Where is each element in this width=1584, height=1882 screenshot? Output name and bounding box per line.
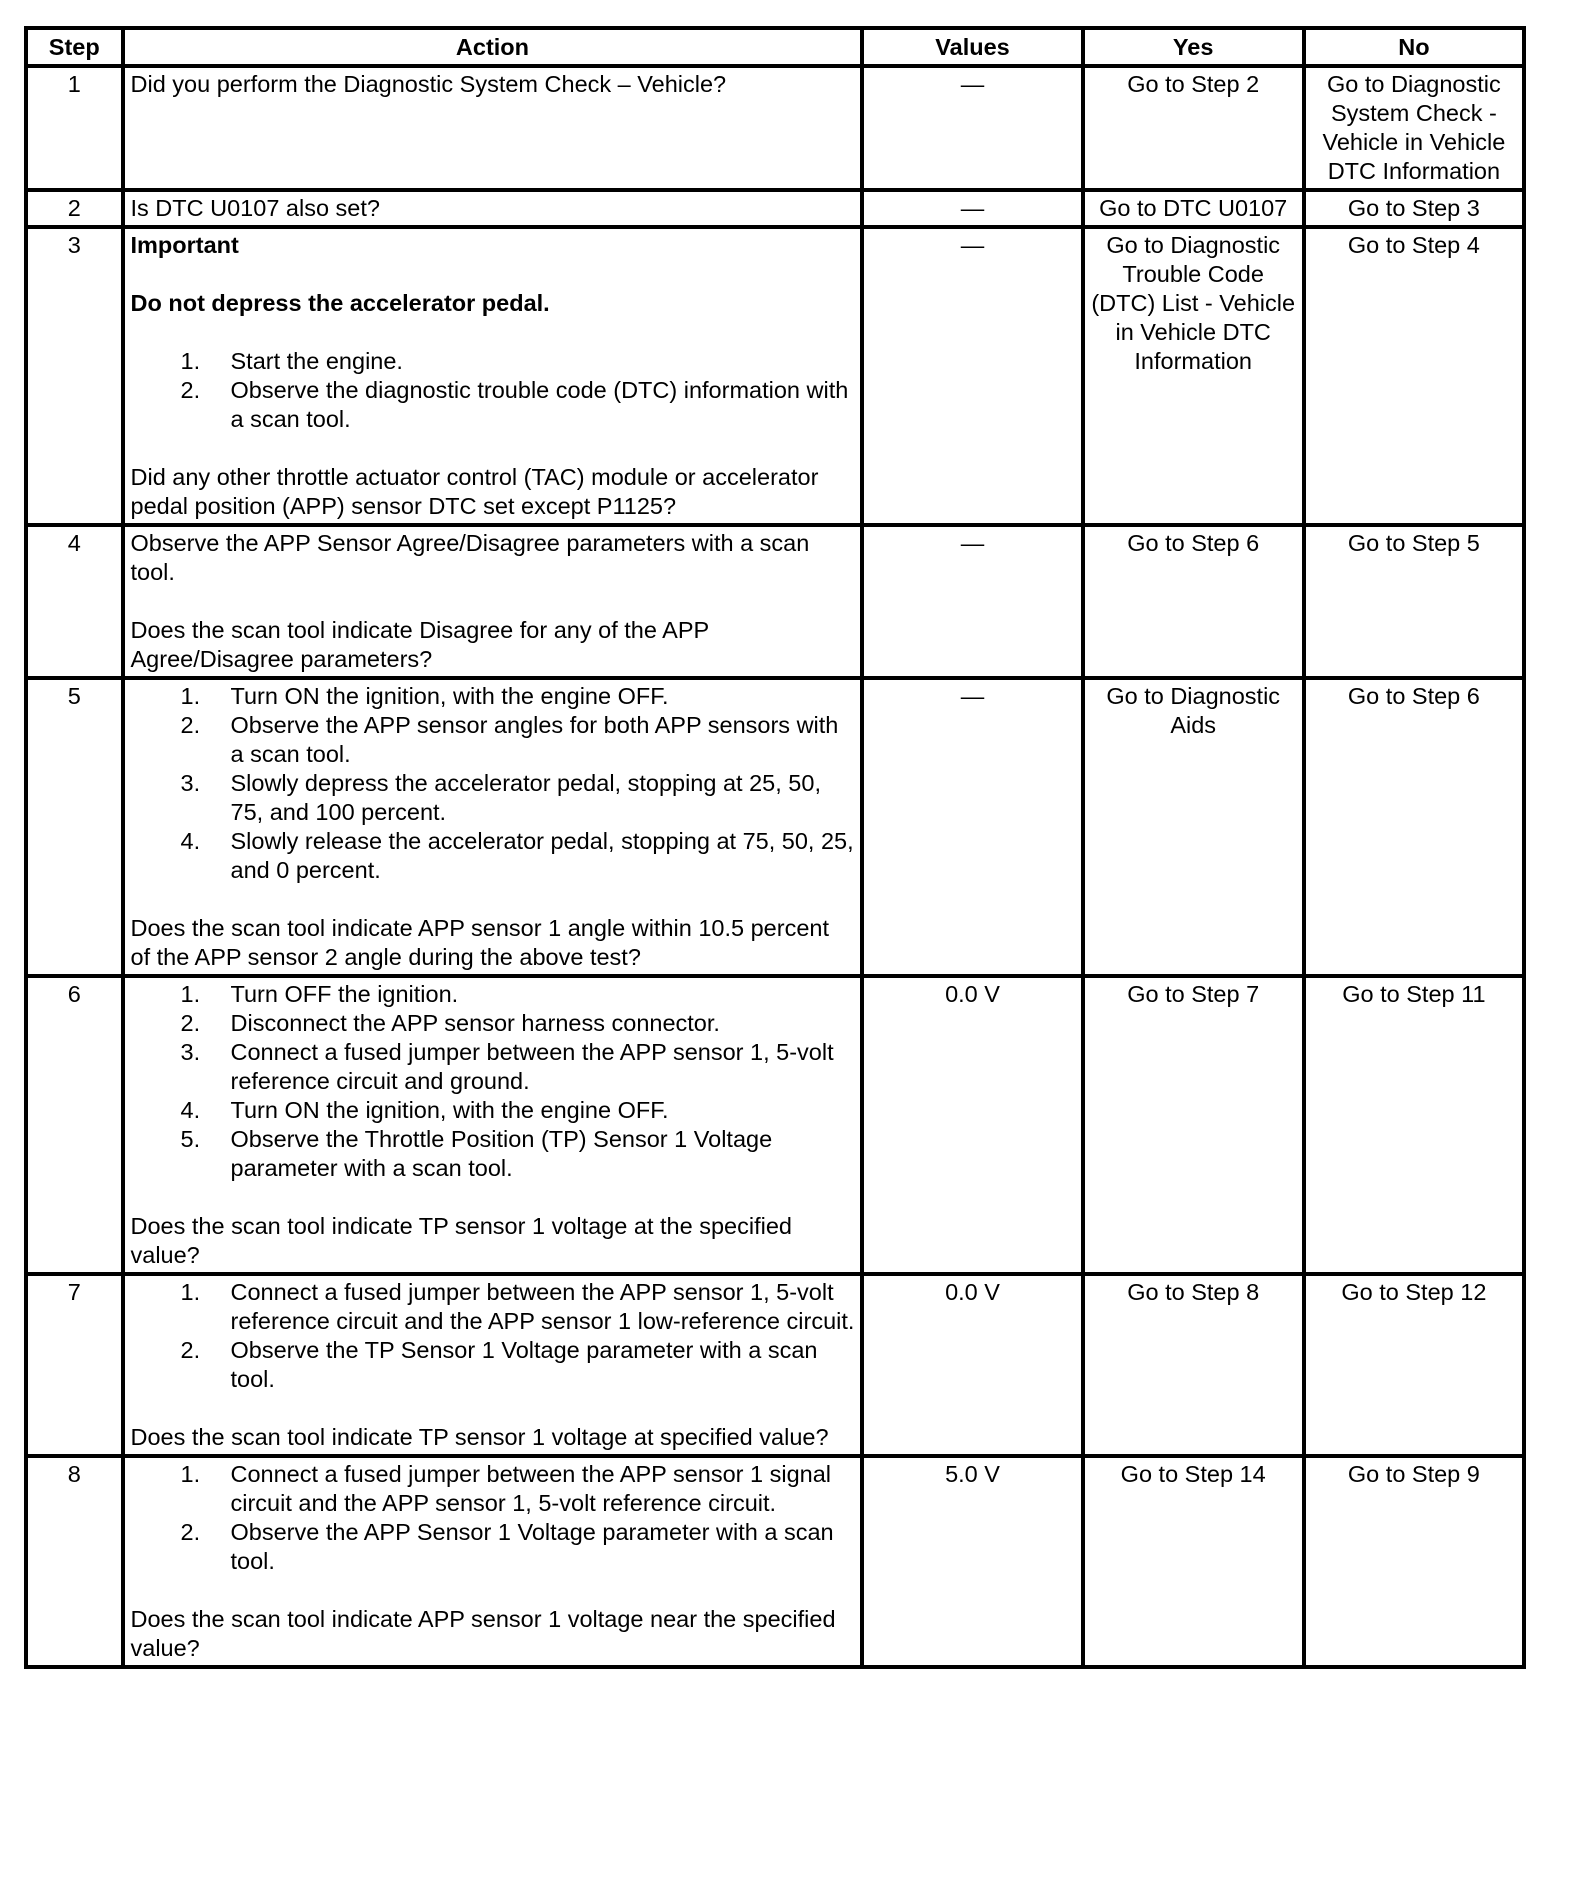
value-cell: — (862, 227, 1082, 525)
action-step: 3. Connect a fused jumper between the APP sensor 1, 5-volt reference circuit and ground. (180, 1039, 834, 1094)
header-values: Values (862, 28, 1082, 66)
step-number: 8 (26, 1456, 123, 1667)
value-cell: — (862, 525, 1082, 678)
action-steps (131, 1460, 855, 1576)
step-number: 1 (26, 66, 123, 190)
yes-cell: Go to Step 7 (1083, 976, 1304, 1274)
action-step: 2. Observe the TP Sensor 1 Voltage parameter with a scan tool. (180, 1337, 818, 1392)
action-step: 2. Disconnect the APP sensor harness connector. (180, 1010, 720, 1036)
important-label: Important (130, 232, 239, 258)
step-number: 6 (26, 976, 123, 1274)
diagnostic-table (24, 26, 1526, 1669)
value-cell: 5.0 V (862, 1456, 1082, 1667)
step-number: 4 (26, 525, 123, 678)
action-intro: Observe the APP Sensor Agree/Disagree parameters with a scan tool. (130, 530, 810, 585)
action-step: 4. Turn ON the ignition, with the engine OFF. (180, 1097, 669, 1123)
action-cell (123, 1456, 863, 1667)
table-row (26, 525, 1524, 678)
table-row (26, 1274, 1524, 1456)
table-row (26, 66, 1524, 190)
action-step: 2. Observe the APP sensor angles for both APP sensors with a scan tool. (180, 712, 839, 767)
value-cell: — (862, 678, 1082, 976)
table-row (26, 227, 1524, 525)
action-step: 1. Connect a fused jumper between the APP sensor 1 signal circuit and the APP sensor 1, 5-volt reference circuit. (180, 1461, 832, 1516)
step-number: 7 (26, 1274, 123, 1456)
action-cell (123, 227, 863, 525)
header-yes: Yes (1083, 28, 1304, 66)
header-step: Step (26, 28, 123, 66)
value-cell: — (862, 66, 1082, 190)
table-row (26, 678, 1524, 976)
action-cell (123, 1274, 863, 1456)
no-cell: Go to Step 6 (1304, 678, 1524, 976)
table-row (26, 190, 1524, 227)
no-cell: Go to Step 9 (1304, 1456, 1524, 1667)
action-step: 3. Slowly depress the accelerator pedal, stopping at 25, 50, 75, and 100 percent. (180, 770, 821, 825)
header-action: Action (123, 28, 863, 66)
no-cell: Go to Step 5 (1304, 525, 1524, 678)
action-steps (131, 980, 855, 1183)
value-cell: 0.0 V (862, 976, 1082, 1274)
action-question: Is DTC U0107 also set? (130, 195, 380, 221)
action-step: 1. Turn OFF the ignition. (180, 981, 459, 1007)
no-cell: Go to Step 3 (1304, 190, 1524, 227)
action-step: 1. Turn ON the ignition, with the engine OFF. (180, 683, 669, 709)
table-row (26, 1456, 1524, 1667)
action-cell (123, 66, 863, 190)
action-steps (131, 1278, 855, 1394)
action-question: Does the scan tool indicate APP sensor 1 voltage near the specified value? (130, 1606, 836, 1661)
yes-cell: Go to Step 14 (1083, 1456, 1304, 1667)
action-question: Did any other throttle actuator control (TAC) module or accelerator pedal position (APP) sensor DTC set except P1125? (130, 464, 819, 519)
action-cell (123, 678, 863, 976)
action-step: 2. Observe the diagnostic trouble code (DTC) information with a scan tool. (180, 377, 849, 432)
header-no: No (1304, 28, 1524, 66)
step-number: 5 (26, 678, 123, 976)
action-question: Does the scan tool indicate Disagree for any of the APP Agree/Disagree parameters? (130, 617, 709, 672)
action-cell (123, 190, 863, 227)
action-question: Does the scan tool indicate APP sensor 1 angle within 10.5 percent of the APP sensor 2 angle during the above test? (130, 915, 829, 970)
yes-cell: Go to Step 2 (1083, 66, 1304, 190)
no-cell: Go to Step 11 (1304, 976, 1524, 1274)
action-cell (123, 976, 863, 1274)
yes-cell: Go to Step 6 (1083, 525, 1304, 678)
table-row (26, 976, 1524, 1274)
value-cell: 0.0 V (862, 1274, 1082, 1456)
yes-cell: Go to Diagnostic Trouble Code (DTC) List - Vehicle in Vehicle DTC Information (1083, 227, 1304, 525)
action-step: 4. Slowly release the accelerator pedal, stopping at 75, 50, 25, and 0 percent. (180, 828, 854, 883)
yes-cell: Go to DTC U0107 (1083, 190, 1304, 227)
action-cell (123, 525, 863, 678)
action-step: 1. Connect a fused jumper between the APP sensor 1, 5-volt reference circuit and the APP sensor 1 low-reference circuit. (180, 1279, 855, 1334)
yes-cell: Go to Diagnostic Aids (1083, 678, 1304, 976)
action-step: 2. Observe the APP Sensor 1 Voltage parameter with a scan tool. (180, 1519, 834, 1574)
no-cell: Go to Step 4 (1304, 227, 1524, 525)
action-question: Does the scan tool indicate TP sensor 1 voltage at the specified value? (130, 1213, 792, 1268)
action-question: Did you perform the Diagnostic System Check – Vehicle? (130, 71, 727, 97)
step-number: 2 (26, 190, 123, 227)
action-steps (131, 347, 855, 434)
value-cell: — (862, 190, 1082, 227)
important-notice: Do not depress the accelerator pedal. (130, 290, 550, 316)
yes-cell: Go to Step 8 (1083, 1274, 1304, 1456)
action-step: 5. Observe the Throttle Position (TP) Sensor 1 Voltage parameter with a scan tool. (180, 1126, 773, 1181)
action-steps (131, 682, 855, 885)
action-step: 1. Start the engine. (180, 348, 403, 374)
no-cell: Go to Diagnostic System Check - Vehicle in Vehicle DTC Information (1304, 66, 1524, 190)
step-number: 3 (26, 227, 123, 525)
header-row (26, 28, 1524, 66)
no-cell: Go to Step 12 (1304, 1274, 1524, 1456)
action-question: Does the scan tool indicate TP sensor 1 voltage at specified value? (130, 1424, 829, 1450)
